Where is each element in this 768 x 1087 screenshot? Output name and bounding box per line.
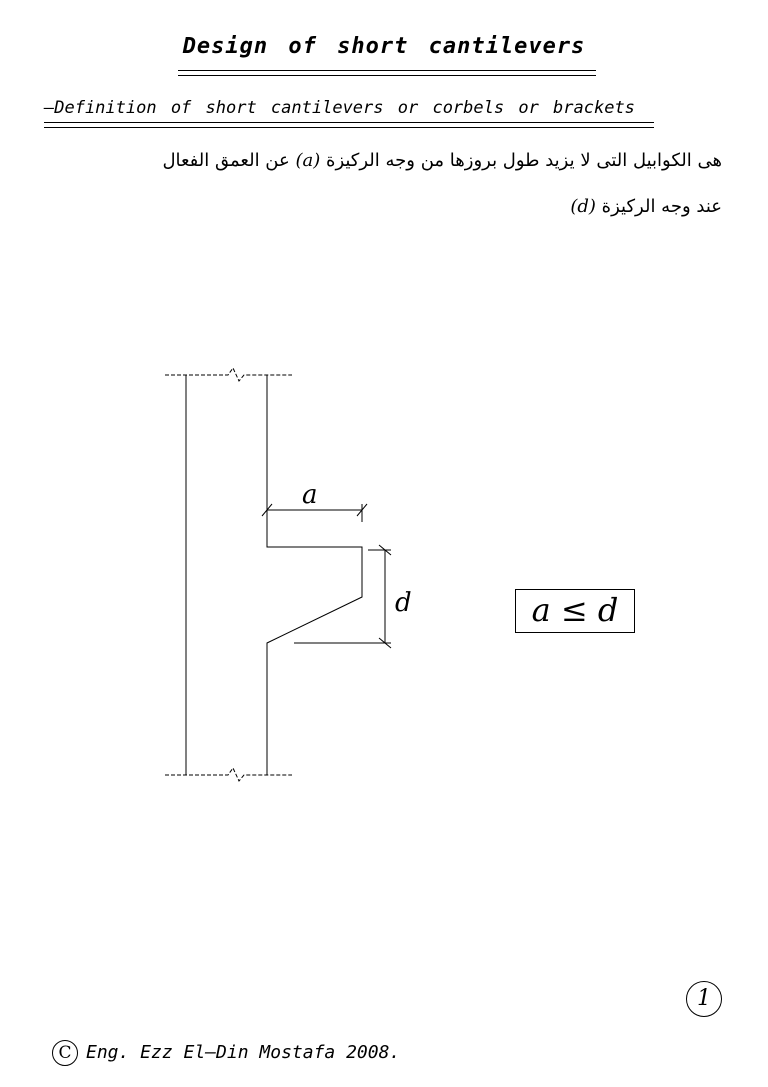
variable-a: (a) (295, 150, 321, 171)
label-a: a (302, 480, 318, 510)
column-corbel-outline (267, 375, 362, 775)
label-d: d (395, 588, 412, 618)
arabic-text-1-tail: عن العمق الفعال (162, 150, 290, 171)
bottom-break-line (165, 768, 292, 781)
footer-text: Eng. Ezz El–Din Mostafa 2008. (86, 1042, 401, 1063)
arabic-text-1: هى الكوابيل التى لا يزيد طول بروزها من وجه الركيزة (326, 150, 722, 171)
page-title: Design of short cantilevers (182, 34, 586, 59)
copyright-icon: C (52, 1040, 78, 1066)
variable-d: (d) (570, 196, 596, 217)
condition-formula: a ≤ d (515, 589, 635, 633)
footer-credit (52, 1040, 400, 1066)
section-heading: –Definition of short cantilevers or corbels or brackets (44, 98, 635, 118)
top-break-line (165, 368, 292, 381)
page-number: 1 (686, 981, 722, 1017)
arabic-text-2: عند وجه الركيزة (601, 196, 722, 217)
